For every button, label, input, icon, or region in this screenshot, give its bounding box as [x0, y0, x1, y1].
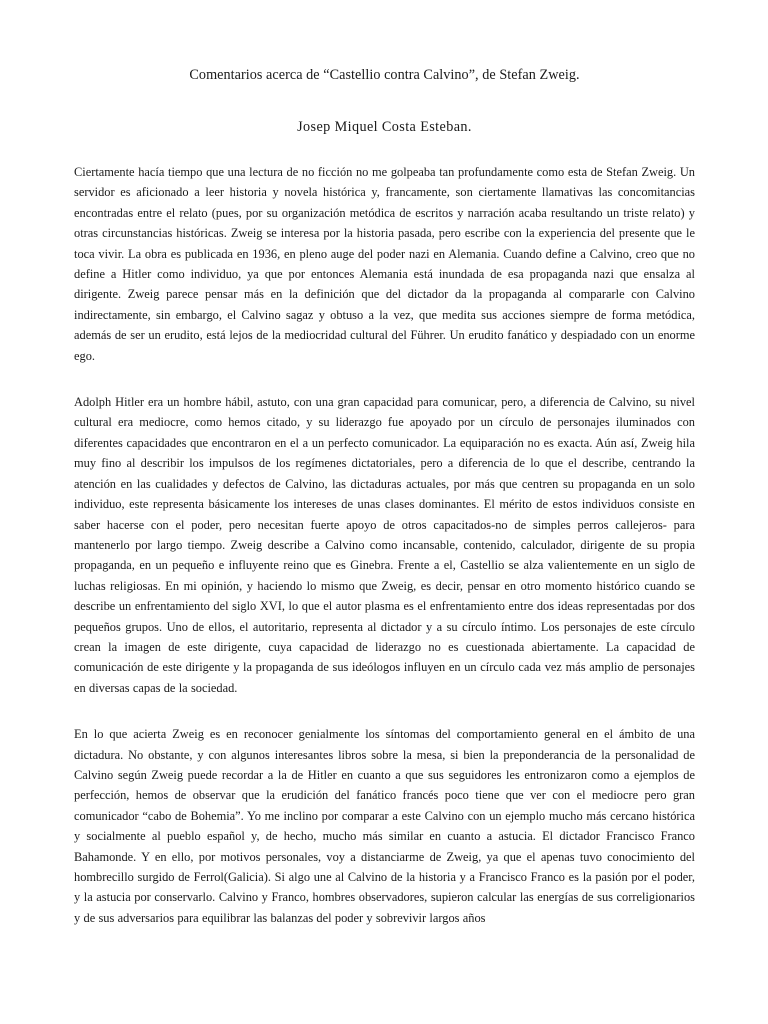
body-paragraph: Ciertamente hacía tiempo que una lectura de no ficción no me golpeaba tan profundamente como esta de Stefan Zweig. Un servidor es aficionado a leer historia y novela histórica y, francamente, son ciertamente llamativas las concomitancias encontradas entre el relato (pues, por su organización metódica de escritos y narración acaba resultando un triste relato) y otras circunstancias históricas. Zweig se interesa por la historia pasada, pero escribe con la experiencia del presente que le toca vivir. La obra es publicada en 1936, en pleno auge del poder nazi en Alemania. Cuando define a Calvino, creo que no define a Hitler como individuo, ya que por entonces Alemania está inundada de esa propaganda nazi que ensalza al dirigente. Zweig parece pensar más en la definición que del dictador da la propaganda al compararle con Calvino indirectamente, sin embargo, el Calvino sagaz y obtuso a la vez, que medita sus acciones siempre de forma metódica, además de ser un erudito, está lejos de la mediocridad cultural del Führer. Un erudito fanático y despiadado con un enorme ego.: [74, 165, 695, 363]
body-paragraph: Adolph Hitler era un hombre hábil, astuto, con una gran capacidad para comunicar, pero, a diferencia de Calvino, su nivel cultural era mediocre, como hemos citado, y su liderazgo fue apoyado por un círculo de personajes iluminados con diferentes capacidades que encontraron en el a un perfecto comunicador. La equiparación no es exacta. Aún así, Zweig hila muy fino al describir los impulsos de los regímenes dictatoriales, pero a diferencia de lo que el describe, centrando la atención en las cualidades y defectos de Calvino, las dictaduras actuales, por más que centren su propaganda en un solo individuo, este representa básicamente los intereses de unas clases dominantes. El mérito de estos individuos consiste en saber hacerse con el poder, pero necesitan fuerte apoyo de otros capacitados-no de simples perros callejeros- para mantenerlo por largo tiempo. Zweig describe a Calvino como incansable, contenido, calculador, dirigente de su propia propaganda, en un pequeño e influyente reino que es Ginebra. Frente a el, Castellio se alza valientemente en un siglo de luchas religiosas. En mi opinión, y haciendo lo mismo que Zweig, es decir, pensar en otro momento histórico cuando se describe un enfrentamiento del siglo XVI, lo que el autor plasma es el enfrentamiento entre dos ideas representadas por dos pequeños grupos. Uno de ellos, el autoritario, representa al dictador y a su círculo íntimo. Los personajes de este círculo crean la imagen de este dirigente, cuya capacidad de liderazgo no es cuestionada abiertamente. La capacidad de comunicación de este dirigente y la propaganda de sus ideólogos influyen en un círculo cada vez más amplio de personajes en diversas capas de la sociedad.: [74, 395, 695, 695]
document-author: Josep Miquel Costa Esteban.: [297, 119, 472, 135]
body-paragraph: En lo que acierta Zweig es en reconocer genialmente los síntomas del comportamiento general en el ámbito de una dictadura. No obstante, y con algunos interesantes libros sobre la mesa, si bien la preponderancia de la personalidad de Calvino según Zweig puede recordar a la de Hitler en cuanto a que sus seguidores les entronizaron como a ejemplos de perfección, hemos de observar que la erudición del fanático francés poco tiene que ver con el mediocre pero gran comunicador “cabo de Bohemia”. Yo me inclino por comparar a este Calvino con un ejemplo mucho más cercano histórica y socialmente al pueblo español y, de hecho, mucho más similar en cuanto a astucia. El dictador Francisco Franco Bahamonde. Y en ello, por motivos personales, voy a distanciarme de Zweig, ya que el apenas tuvo conocimiento del hombrecillo surgido de Ferrol(Galicia). Si algo une al Calvino de la historia y a Francisco Franco es la pasión por el poder, y la astucia por conservarlo. Calvino y Franco, hombres observadores, supieron calcular las energías de sus correligionarios y de sus adversarios para equilibrar las balanzas del poder y sobrevivir largos años: [74, 727, 695, 925]
document-title: Comentarios acerca de “Castellio contra Calvino”, de Stefan Zweig.: [189, 67, 580, 83]
